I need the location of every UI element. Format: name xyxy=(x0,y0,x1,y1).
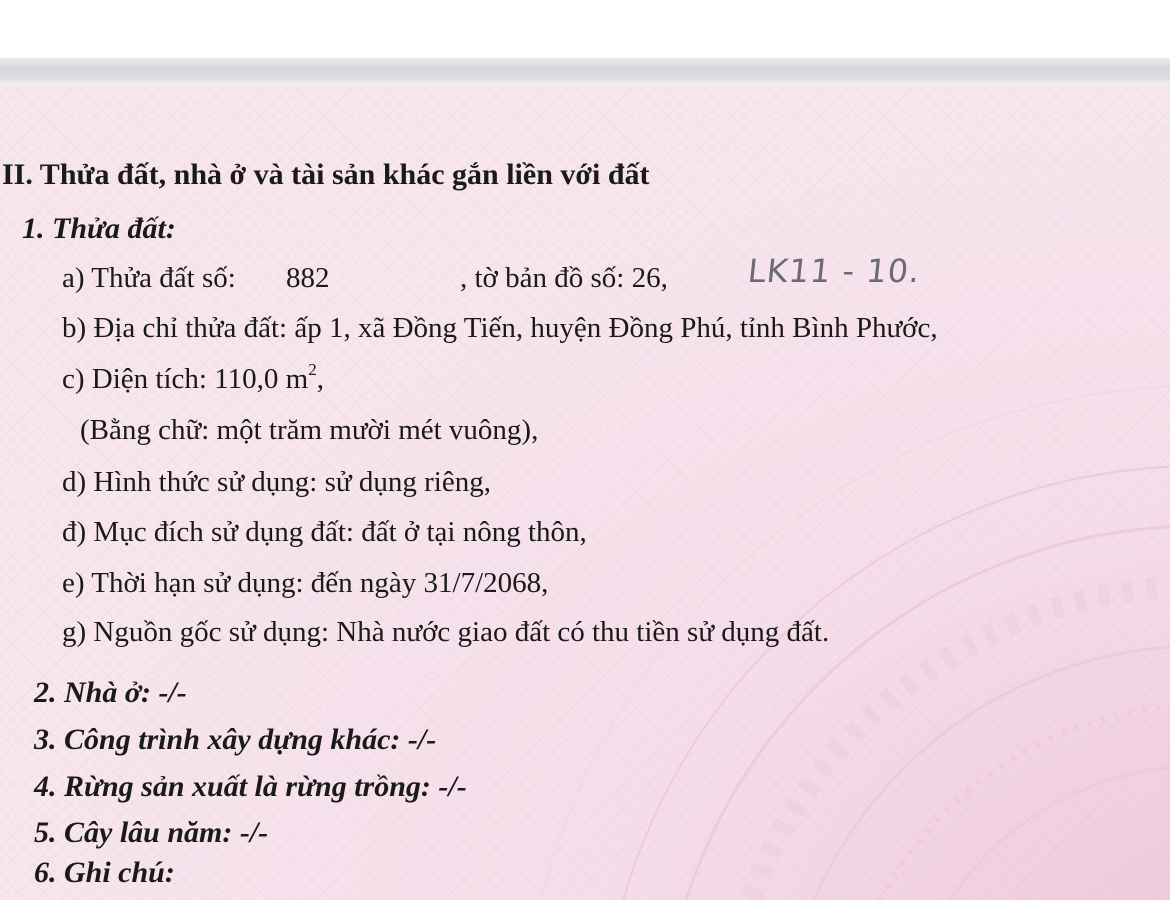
scan-edge-band xyxy=(0,58,1170,86)
area-value: 110,0 m xyxy=(214,363,309,395)
section-heading: II. Thửa đất, nhà ở và tài sản khác gắn liền với đất xyxy=(2,158,650,191)
area-in-words: (Bằng chữ: một trăm mười mét vuông), xyxy=(80,414,539,446)
notes-heading: 6. Ghi chú: xyxy=(34,856,175,889)
item-e-usage-term: e) Thời hạn sử dụng: đến ngày 31/7/2068, xyxy=(62,567,549,599)
top-margin xyxy=(0,0,1170,58)
item-a-label: a) Thửa đất số: xyxy=(62,262,236,294)
item-dd-land-purpose: đ) Mục đích sử dụng đất: đất ở tại nông thôn, xyxy=(62,516,587,548)
certificate-page xyxy=(0,86,1170,900)
perennial-trees-heading: 5. Cây lâu năm: -/- xyxy=(34,816,269,849)
item-d-usage-form: d) Hình thức sử dụng: sử dụng riêng, xyxy=(62,466,491,498)
item-c-area xyxy=(62,360,324,396)
parcel-number: 882 xyxy=(286,262,330,294)
document-content xyxy=(0,86,1170,900)
item-g-origin: g) Nguồn gốc sử dụng: Nhà nước giao đất có thu tiền sử dụng đất. xyxy=(62,616,830,648)
parcel-heading: 1. Thửa đất: xyxy=(22,212,176,245)
production-forest-heading: 4. Rừng sản xuất là rừng trồng: -/- xyxy=(34,770,467,803)
handwritten-lot-note: LK11 - 10. xyxy=(746,252,923,290)
map-sheet-number: , tờ bản đồ số: 26, xyxy=(460,262,668,294)
area-exponent: 2 xyxy=(308,360,317,379)
other-construction-heading: 3. Công trình xây dựng khác: -/- xyxy=(34,723,437,756)
item-b-address: b) Địa chỉ thửa đất: ấp 1, xã Đồng Tiến, huyện Đồng Phú, tỉnh Bình Phước, xyxy=(62,312,938,344)
house-heading: 2. Nhà ở: -/- xyxy=(34,676,187,709)
area-tail: , xyxy=(316,363,324,395)
area-label: c) Diện tích: xyxy=(62,363,207,395)
